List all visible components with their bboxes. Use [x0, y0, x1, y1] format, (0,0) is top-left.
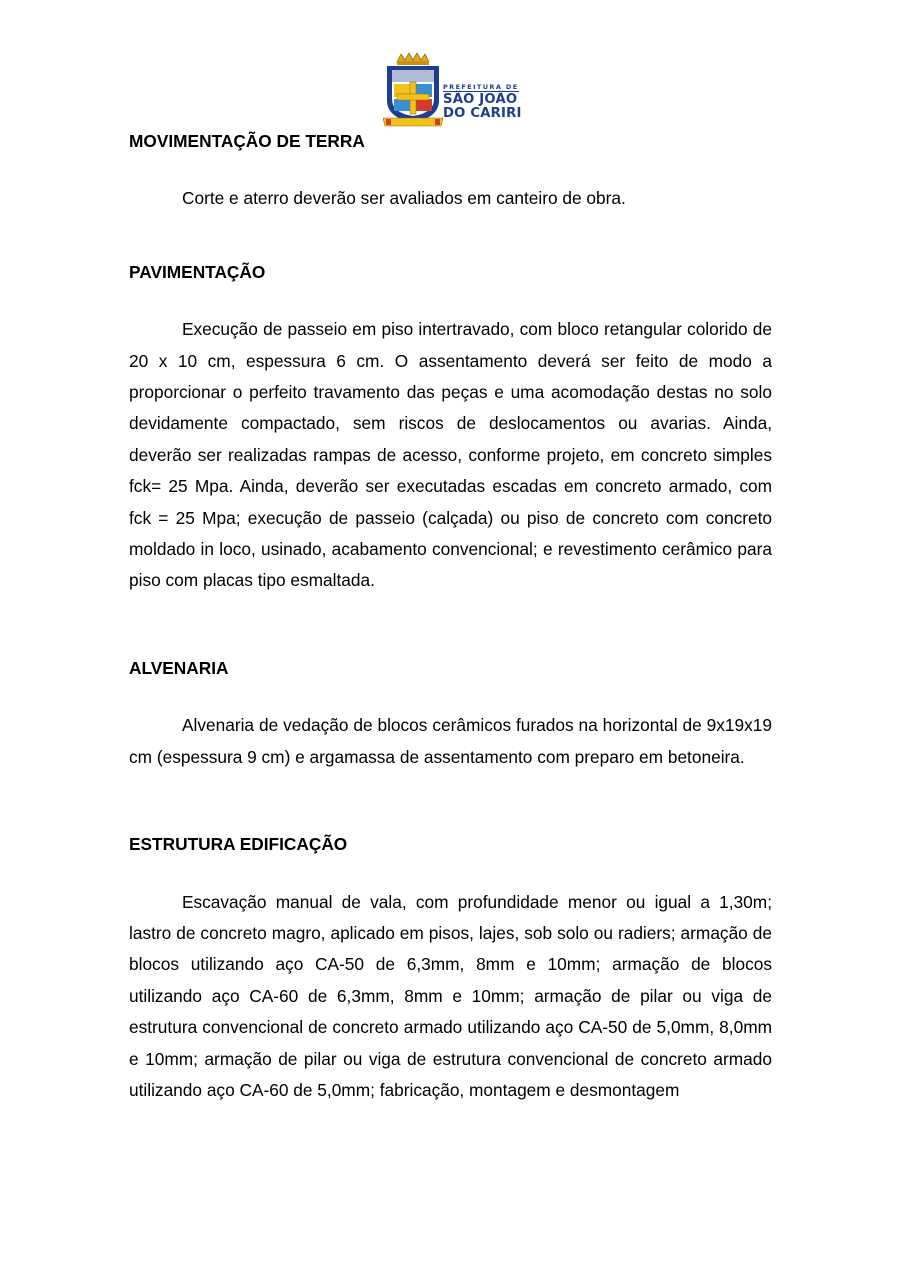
svg-text:★: ★ — [421, 73, 429, 82]
coat-of-arms-icon — [383, 52, 443, 128]
section-heading: ESTRUTURA EDIFICAÇÃO — [129, 834, 348, 855]
document-body — [129, 126, 772, 1106]
svg-text:★: ★ — [409, 73, 417, 82]
logo-line-1: PREFEITURA DE — [443, 83, 519, 91]
section-paragraph: Alvenaria de vedação de blocos cerâmicos furados na horizontal de 9x19x19 cm (espessura 9 cm) e argamassa de assentamento com preparo em betoneira. — [129, 715, 772, 767]
section-paragraph: Escavação manual de vala, com profundidade menor ou igual a 1,30m; lastro de concreto magro, aplicado em pisos, lajes, sob solo ou radiers; armação de blocos utilizando aço CA-50 de 6,3mm, 8mm e 10mm; armação de blocos utilizando aço CA-60 de 6,3mm, 8mm e 10mm; armação de pilar ou viga de estrutura convencional de concreto armado utilizando aço CA-50 de 5,0mm, 8,0mm e 10mm; armação de pilar ou viga de estrutura convencional de concreto armado utilizando aço CA-60 de 5,0mm; fabricação, montagem e desmontagem — [129, 891, 772, 1100]
svg-text:★: ★ — [397, 73, 405, 82]
municipal-logo — [383, 52, 523, 128]
logo-wordmark — [443, 74, 522, 121]
logo-line-3: DO CARIRI — [443, 106, 522, 121]
section-heading: MOVIMENTAÇÃO DE TERRA — [129, 131, 365, 151]
section-paragraph: Execução de passeio em piso intertravado, com bloco retangular colorido de 20 x 10 cm, espessura 6 cm. O assentamento deverá ser feito de modo a proporcionar o perfeito travamento das peças e uma acomodação destas no solo devidamente compactado, sem riscos de deslocamentos ou avarias. Ainda, deverão ser realizadas rampas de acesso, conforme projeto, em concreto simples fck= 25 Mpa. Ainda, deverão ser executadas escadas em concreto armado, com fck = 25 Mpa; execução de passeio (calçada) ou piso de concreto com concreto moldado in loco, usinado, acabamento convencional; e revestimento cerâmico para piso com placas tipo esmaltada. — [129, 319, 772, 591]
section-paragraph: Corte e aterro deverão ser avaliados em canteiro de obra. — [182, 188, 626, 209]
logo-line-2: SÃO JOÃO — [443, 92, 518, 107]
section-heading: PAVIMENTAÇÃO — [129, 261, 266, 282]
section-heading: ALVENARIA — [129, 657, 229, 678]
